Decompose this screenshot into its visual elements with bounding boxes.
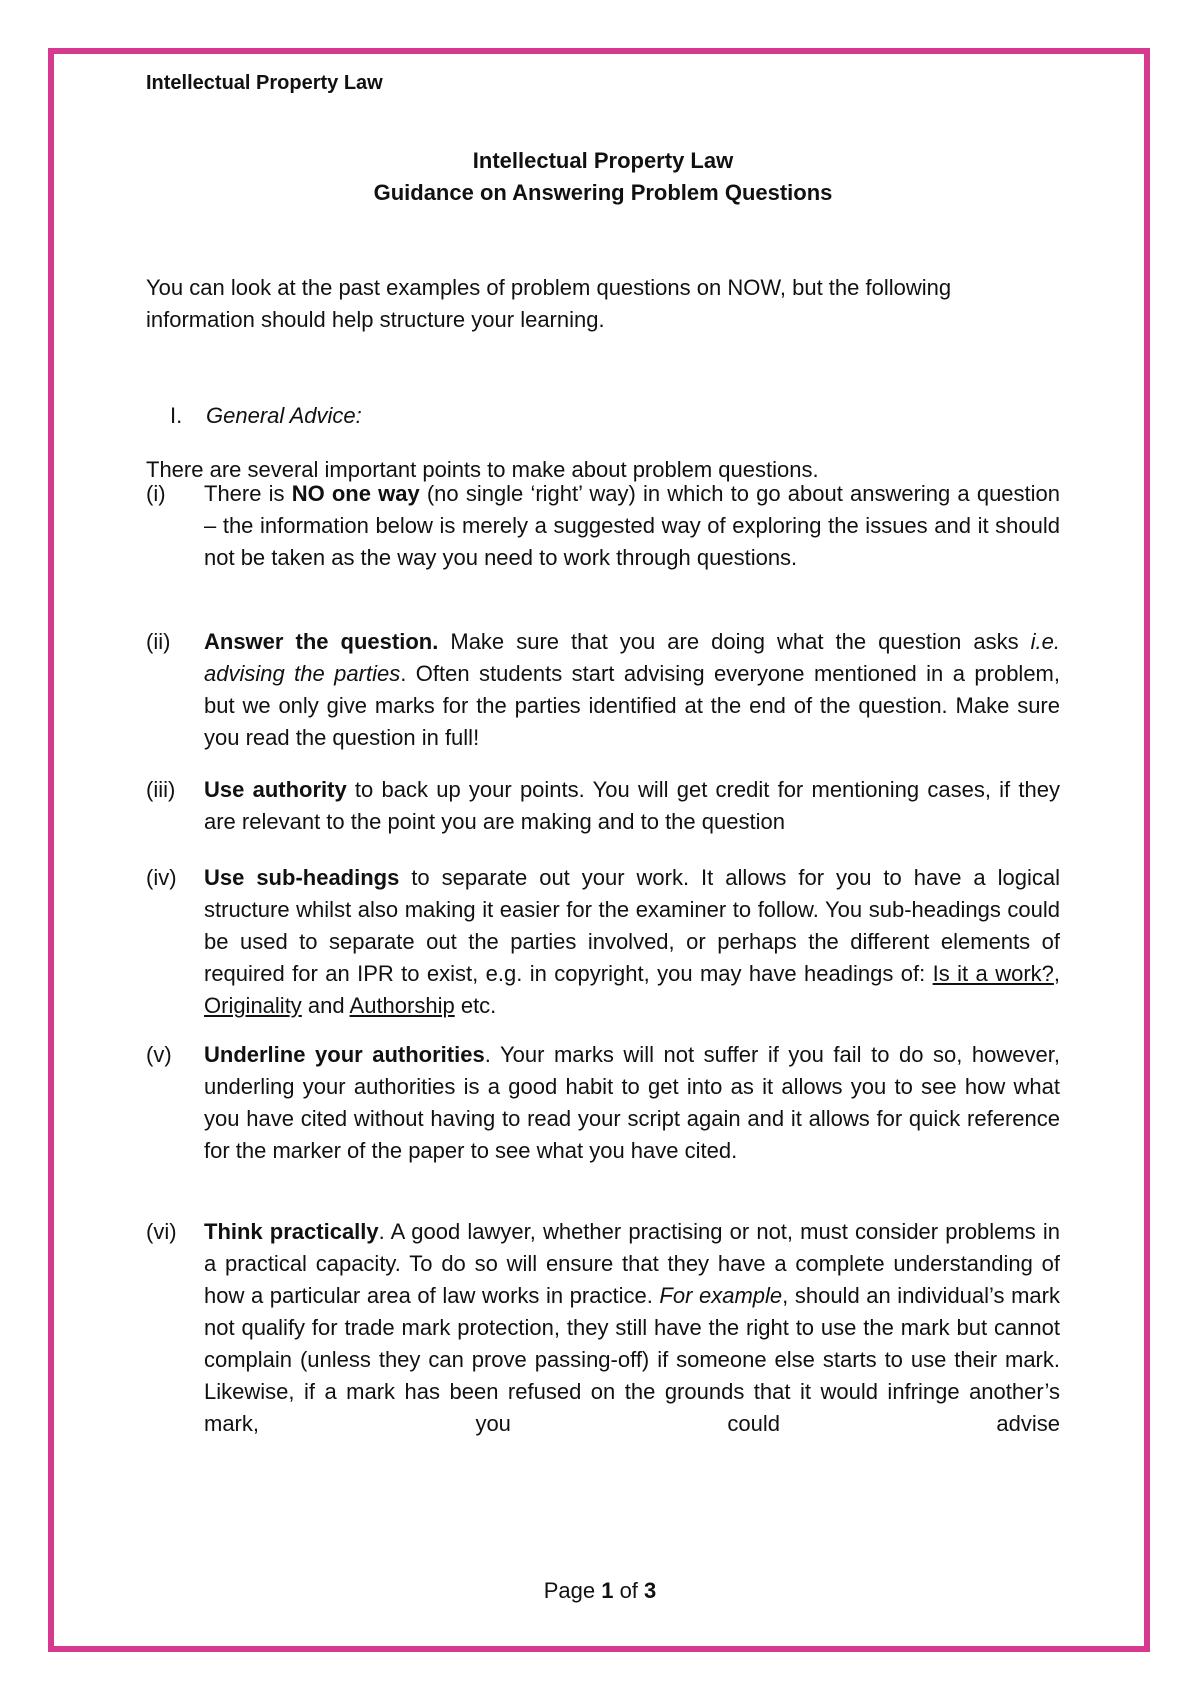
item-text: Use sub-headings to separate out your work. It allows for you to have a logical structure whilst also making it easier for the examiner to follow. You sub-headings could be used to separate out the parties involved, or perhaps the different elements of required for an IPR to exist, e.g. in copyright, you may have headings of: Is it a work?, Originality and Authorship etc. [204,865,1061,1018]
page-footer: Page 1 of 3 [543,1578,657,1603]
list-item [146,478,1060,574]
item-emphasis: Think practically [204,1219,379,1244]
lead-paragraph: There are several important points to make about problem questions. [146,457,819,482]
item-number: (iv) [146,865,177,890]
item-text: Use authority to back up your points. You will get credit for mentioning cases, if they are relevant to the point you are making and to the question [204,777,1060,834]
list-item [146,862,1060,1022]
heading-example: Authorship [349,993,455,1018]
document-title [146,145,1060,209]
intro-paragraph: You can look at the past examples of problem questions on NOW, but the following information should help structure your learning. [146,275,952,332]
item-italic: i.e. advising the parties [204,629,1060,686]
title-line-1: Intellectual Property Law [472,148,734,173]
item-text: There is NO one way (no single ‘right’ way) in which to go about answering a question – the information below is merely a suggested way of exploring the issues and it should not be taken as the way you need to work through questions. [204,481,1061,570]
list-item [146,626,1060,754]
item-number: (i) [146,481,166,506]
item-text: Underline your authorities. Your marks will not suffer if you fail to do so, however, underling your authorities is a good habit to get into as it allows you to see how what you have cited without having to read your script again and it allows for quick reference for the marker of the paper to see what you have cited. [204,1042,1060,1163]
section-title: General Advice: [206,403,362,428]
item-number: (ii) [146,629,171,654]
item-emphasis: Use sub-headings [204,865,400,890]
item-text: Answer the question. Make sure that you are doing what the question asks i.e. advising the parties. Often students start advising everyone mentioned in a problem, but we only give marks for the parties identified at the end of the question. Make sure you read the question in full! [204,629,1060,750]
title-line-2: Guidance on Answering Problem Questions [373,180,833,205]
item-emphasis: Underline your authorities [204,1042,485,1067]
item-emphasis: NO one way [291,481,420,506]
item-text: Think practically. A good lawyer, whether practising or not, must consider problems in a practical capacity. To do so will ensure that they have a complete understanding of how a particular area of law works in practice. For example, should an individual’s mark not qualify for trade mark protection, they still have the right to use the mark but cannot complain (unless they can prove passing-off) if someone else starts to use their mark. Likewise, if a mark has been refused on the grounds that it would infringe another’s mark, you could advise [204,1219,1060,1436]
list-item [146,774,1060,838]
page-total: 3 [644,1578,657,1603]
running-header: Intellectual Property Law [146,72,383,94]
item-number: (vi) [146,1219,177,1244]
item-number: (iii) [146,777,176,802]
heading-example: Originality [204,993,302,1018]
section-number: I. [170,403,183,428]
list-item [146,1216,1060,1440]
heading-example: Is it a work? [932,961,1054,986]
item-italic: For example [659,1283,783,1308]
item-emphasis: Use authority [204,777,347,802]
item-emphasis: Answer the question. [204,629,439,654]
page-number: 1 [601,1578,614,1603]
section-heading [170,403,362,429]
list-item [146,1039,1060,1167]
item-number: (v) [146,1042,172,1067]
